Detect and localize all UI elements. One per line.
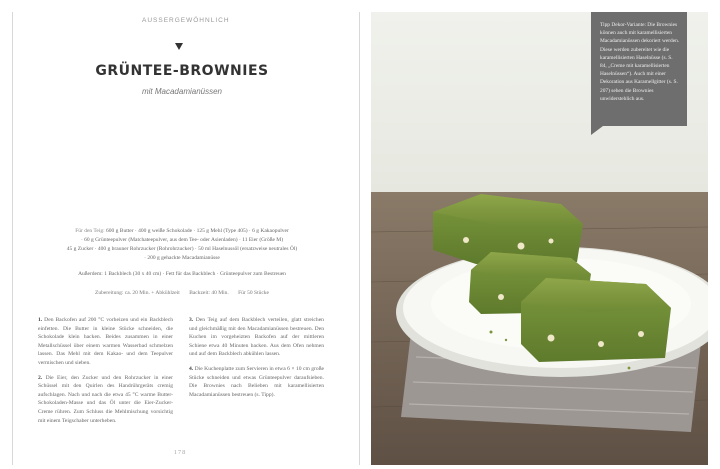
step-number: 3. xyxy=(189,317,194,323)
times-line xyxy=(44,290,320,296)
recipe-subtitle: mit Macadamianüssen xyxy=(141,87,223,96)
step-number: 1. xyxy=(38,317,43,323)
ingredients-text-1: 600 g Butter · 400 g weiße Schokolade · 125 g Mehl (Type 405) · 6 g Kakaopulver xyxy=(106,228,289,234)
step-text: Die Eier, den Zucker und den Rohrzucker in einer Schüssel mit den Quirlen des Handrührgeräts cremig aufschlagen. Nach und nach die etwa 45 °C warme Butter-Schokoladen-Masse und das Öl unter die Eier-Zucker-Creme rühren. Zum Schluss die Mehlmischung vorsichtig mit einem Teigschaber unterheben. xyxy=(38,374,173,424)
extras-line xyxy=(44,271,320,277)
section-kicker: AUSSERGEWÖHNLICH xyxy=(142,17,230,24)
ingredients-label: Für den Teig: xyxy=(75,228,105,234)
tip-notch xyxy=(591,126,603,135)
bake-time: Backzeit: 40 Min. xyxy=(189,290,229,296)
steps-column-left xyxy=(38,316,173,431)
step-text: Den Teig auf dem Backblech verteilen, glatt streichen und gleichmäßig mit den Macadamianüssen bestreuen. Den Kuchen im vorgeheizten Backofen auf der mittleren Schiene etwa 40 Minuten backen. Aus dem Ofen nehmen und auf dem Backblech abkühlen lassen. xyxy=(189,317,324,358)
triangle-marker-icon xyxy=(175,43,183,50)
tip-box: Tipp Dekor-Variante: Die Brownies können auch mit karamellisierten Macadamianüssen dekoriert werden. Diese werden zubereitet wie die karamellisierten Haselnüsse (s. S. 84, „Creme mit karamellisierten Haselnüssen“). Auch mit einer Dekoration aus Karamellgitter (s. S. 207) sehen die Brownies unwiderstehlich aus. xyxy=(591,12,687,126)
serving-count: Für 50 Stücke xyxy=(238,290,269,296)
prep-time: Zubereitung: ca. 20 Min. + Abkühlzeit xyxy=(94,290,180,296)
page-number: 178 xyxy=(173,449,187,456)
ingredients-line-2: · 60 g Grünteepulver (Matchateepulver, aus dem Tee- oder Asienladen) · 11 Eier (Größe M) xyxy=(80,237,284,243)
step-item xyxy=(38,374,173,426)
ingredients-line-4: · 200 g gehackte Macadamianüsse xyxy=(144,255,220,261)
step-item xyxy=(38,316,173,368)
ingredients-line-3: 45 g Zucker · 400 g brauner Rohrzucker (Rohrohrzucker) · 50 ml Haselnussöl (ersatzweise neutrales Öl) xyxy=(66,246,298,252)
extras-text: 1 Backblech (30 x 40 cm) · Fett für das Backblech · Grünteepulver zum Bestreuen xyxy=(104,271,286,277)
step-number: 2. xyxy=(38,374,43,381)
step-text: Die Kuchenplatte zum Servieren in etwa 6 × 10 cm große Stücke schneiden und etwas Grünteepulver daraufsieben. Die Brownies nach Belieben mit karamellisierten Macadamianüssen bestreuen (s. Tipp). xyxy=(189,365,324,398)
step-item xyxy=(189,316,324,359)
recipe-title: GRÜNTEE-BROWNIES xyxy=(95,63,269,79)
step-number: 4. xyxy=(189,365,194,372)
ingredients-block xyxy=(44,227,320,263)
extras-label: Außerdem: xyxy=(78,271,103,277)
steps-column-right xyxy=(189,316,324,405)
step-text: Den Backofen auf 200 °C vorheizen und ein Backblech einfetten. Die Butter in kleine Stücke schneiden, die Schokolade klein hacken. Beides zusammen in einer Metallschüssel über einem warmen Wasserbad schmelzen lassen. Das Mehl mit dem Kakao- und dem Teepulver vermischen und sieben. xyxy=(38,317,173,366)
ingredients-line-1 xyxy=(44,227,320,236)
step-item xyxy=(189,365,324,399)
